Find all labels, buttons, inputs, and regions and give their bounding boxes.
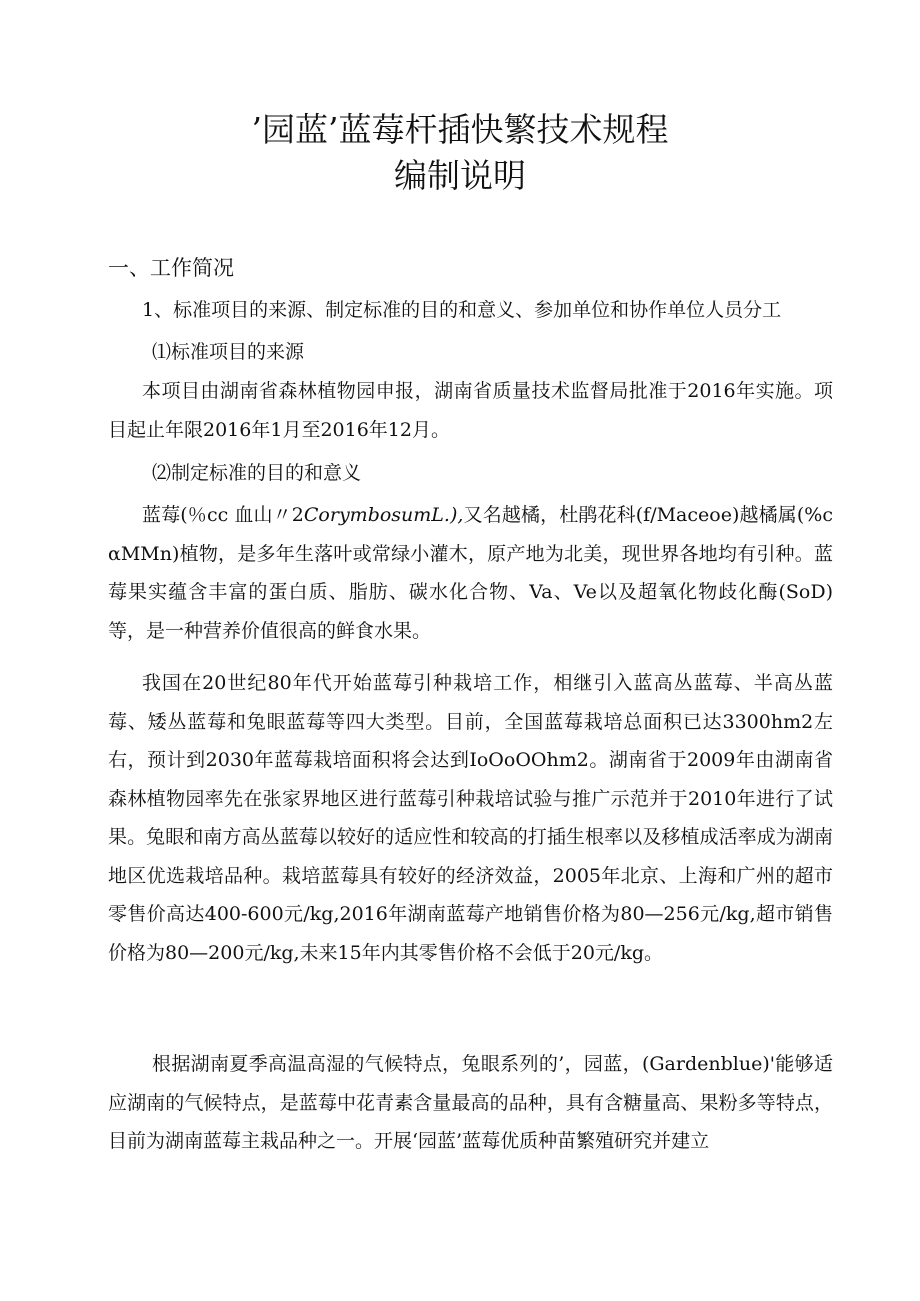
paragraph-gardenblue: 根据湖南夏季高温高湿的气候特点，兔眼系列的’，园蓝，(Gardenblue)'能够适应湖南的气候特点，是蓝莓中花青素含量最高的品种，具有含糖量高、果粉多等特点，目前为湖南蓝莓主栽品种之一。开展‘园蓝’蓝莓优质种苗繁殖研究并建立	[108, 1053, 833, 1152]
paragraph-purpose-text-a: 蓝莓(％cc 血山〃2	[142, 504, 304, 526]
document-subtitle: 编制说明	[394, 156, 526, 195]
paragraph-purpose	[108, 496, 833, 650]
section-heading-work-overview: 一、工作简况	[108, 256, 234, 280]
item-heading-project-source: ⑴标准项目的来源	[152, 341, 305, 363]
paragraph-project-source: 本项目由湖南省森林植物园申报，湖南省质量技术监督局批准于2016年实施。项目起止年限2016年1月至2016年12月。	[108, 380, 833, 441]
subsection-heading-project-source: 1、标准项目的来源、制定标准的目的和意义、参加单位和协作单位人员分工	[142, 299, 782, 321]
paragraph-purpose-latin-name: CorymbosumL.),	[303, 504, 464, 526]
paragraph-purpose-text-b: 又名越橘，杜鹃花科(f/Maceoe)越橘属(%cαMMn)植物，是多年生落叶或常绿小灌木，原产地为北美，现世界各地均有引种。蓝莓果实蕴含丰富的蛋白质、脂肪、碳水化合物、Va、Ve以及超氧化物歧化酶(SoD)等，是一种营养价值很高的鲜食水果。	[108, 504, 833, 642]
paragraph-cultivation-history: 我国在20世纪80年代开始蓝莓引种栽培工作，相继引入蓝高丛蓝莓、半高丛蓝莓、矮丛蓝莓和兔眼蓝莓等四大类型。目前，全国蓝莓栽培总面积已达3300hm2左右，预计到2030年蓝莓栽培面积将会达到IoOoOOhm2。湖南省于2009年由湖南省森林植物园率先在张家界地区进行蓝莓引种栽培试验与推广示范并于2010年进行了试果。兔眼和南方高丛蓝莓以较好的适应性和较高的打插生根率以及移植成活率成为湖南地区优选栽培品种。栽培蓝莓具有较好的经济效益，2005年北京、上海和广州的超市零售价高达400-600元/kg,2016年湖南蓝莓产地销售价格为80—256元/kg,超市销售价格为80—200元/kg,未来15年内其零售价格不会低于20元/kg。	[108, 672, 833, 964]
item-heading-purpose: ⑵制定标准的目的和意义	[152, 462, 362, 484]
document-title: ’园蓝’蓝莓杆插快繁技术规程	[251, 110, 669, 149]
